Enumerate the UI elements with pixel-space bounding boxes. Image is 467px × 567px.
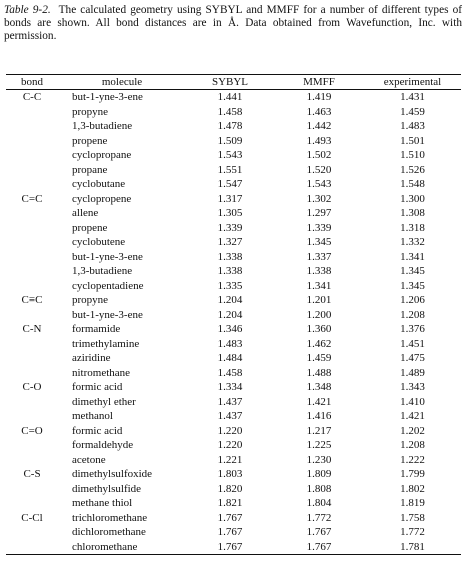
table-row	[6, 511, 461, 526]
table-row	[6, 163, 461, 178]
cell-experimental: 1.483	[400, 120, 425, 132]
cell-mmff: 1.230	[306, 453, 332, 466]
cell-bond	[6, 308, 58, 323]
cell-experimental: 1.510	[400, 149, 425, 161]
cell-molecule: but-1-yne-3-ene	[72, 308, 143, 321]
table-row	[6, 250, 461, 265]
cell-sybyl: 1.327	[217, 236, 243, 248]
bond-geometry-table	[6, 74, 461, 555]
cell-mmff: 1.462	[306, 337, 332, 350]
cell-molecule: allene	[72, 207, 99, 219]
cell-sybyl: 1.334	[217, 381, 243, 393]
cell-experimental: 1.308	[400, 207, 425, 219]
cell-sybyl: 1.220	[217, 439, 243, 451]
table-row	[6, 322, 461, 337]
cell-sybyl: 1.346	[217, 323, 243, 335]
cell-molecule: methane thiol	[72, 497, 133, 509]
cell-mmff: 1.338	[306, 265, 332, 277]
cell-sybyl: 1.221	[217, 453, 243, 466]
table-row	[6, 525, 461, 540]
cell-molecule: dimethylsulfoxide	[72, 468, 153, 480]
cell-experimental: 1.758	[400, 511, 425, 524]
cell-experimental: 1.318	[400, 221, 425, 234]
table-row	[6, 264, 461, 279]
cell-experimental: 1.421	[400, 410, 425, 422]
cell-mmff: 1.808	[306, 482, 332, 495]
cell-molecule: trichloromethane	[72, 511, 148, 524]
cell-experimental: 1.772	[400, 526, 425, 538]
cell-molecule: but-1-yne-3-ene	[72, 250, 143, 263]
table-row	[6, 482, 461, 497]
cell-mmff: 1.767	[306, 526, 332, 538]
cell-sybyl: 1.458	[217, 366, 243, 379]
cell-sybyl: 1.458	[217, 105, 243, 118]
cell-bond	[6, 438, 58, 453]
cell-bond	[6, 206, 58, 221]
cell-experimental: 1.410	[400, 395, 425, 408]
cell-mmff: 1.767	[274, 540, 364, 555]
cell-molecule: 1,3-butadiene	[72, 265, 133, 277]
cell-molecule: propyne	[72, 294, 109, 306]
cell-experimental: 1.202	[400, 424, 425, 437]
cell-bond	[6, 482, 58, 497]
cell-mmff: 1.493	[306, 134, 332, 147]
cell-sybyl: 1.547	[217, 178, 243, 190]
cell-experimental: 1.345	[400, 265, 425, 277]
cell-sybyl: 1.204	[217, 308, 243, 321]
cell-bond	[6, 540, 58, 555]
cell-experimental: 1.819	[400, 497, 425, 509]
cell-sybyl: 1.220	[217, 424, 243, 437]
cell-bond: C≡C	[21, 294, 43, 306]
cell-mmff: 1.225	[306, 439, 332, 451]
table-row	[6, 279, 461, 294]
table-row	[6, 453, 461, 468]
cell-bond	[6, 366, 58, 381]
cell-molecule: dichloromethane	[72, 526, 146, 538]
cell-mmff: 1.419	[306, 91, 332, 103]
cell-mmff: 1.488	[306, 366, 332, 379]
table-row	[6, 540, 461, 555]
cell-mmff: 1.341	[306, 279, 332, 292]
table-row	[6, 467, 461, 482]
header-sybyl: SYBYL	[186, 75, 274, 90]
cell-experimental: 1.799	[400, 468, 425, 480]
cell-molecule: formic acid	[72, 381, 123, 393]
cell-molecule: nitromethane	[72, 366, 131, 379]
cell-molecule: propane	[72, 163, 108, 176]
cell-sybyl: 1.484	[217, 352, 243, 364]
table-row	[6, 438, 461, 453]
cell-molecule: cyclopropene	[72, 192, 132, 205]
cell-bond	[6, 496, 58, 511]
cell-sybyl: 1.339	[217, 221, 243, 234]
table-row	[6, 308, 461, 323]
cell-experimental: 1.206	[400, 294, 425, 306]
cell-experimental: 1.376	[400, 323, 425, 335]
cell-sybyl: 1.437	[217, 395, 243, 408]
table-row	[6, 496, 461, 511]
cell-molecule: propene	[72, 221, 108, 234]
cell-experimental: 1.431	[400, 91, 425, 103]
cell-mmff: 1.339	[306, 221, 332, 234]
cell-sybyl: 1.820	[217, 482, 243, 495]
cell-experimental: 1.208	[400, 308, 425, 321]
cell-mmff: 1.337	[306, 250, 332, 263]
cell-sybyl: 1.437	[217, 410, 243, 422]
cell-bond	[6, 453, 58, 468]
table-row	[6, 380, 461, 395]
cell-experimental: 1.781	[364, 540, 461, 555]
cell-mmff: 1.217	[306, 424, 332, 437]
cell-bond: C-O	[22, 381, 42, 393]
cell-sybyl: 1.551	[217, 163, 243, 176]
table-row	[6, 366, 461, 381]
cell-molecule: propyne	[72, 105, 109, 118]
cell-molecule: propene	[72, 134, 108, 147]
cell-sybyl: 1.821	[217, 497, 243, 509]
cell-mmff: 1.459	[306, 352, 332, 364]
table-caption-text: The calculated geometry using SYBYL and MMFF for a number of different types of bonds are shown. All bond distances are in Å. Data obtained from Wavefunction, Inc. with permission.	[4, 4, 462, 42]
cell-bond	[6, 235, 58, 250]
cell-bond	[6, 163, 58, 178]
table-caption-label: Table 9-2.	[4, 4, 51, 16]
cell-experimental: 1.222	[400, 453, 425, 466]
cell-bond	[6, 525, 58, 540]
cell-mmff: 1.772	[306, 511, 332, 524]
table-row	[6, 424, 461, 439]
cell-experimental: 1.208	[400, 439, 425, 451]
cell-bond	[6, 264, 58, 279]
table-row	[6, 221, 461, 236]
cell-bond	[6, 250, 58, 265]
cell-sybyl: 1.478	[217, 120, 243, 132]
cell-experimental: 1.475	[400, 352, 425, 364]
cell-molecule: cyclobutane	[72, 178, 126, 190]
cell-sybyl: 1.204	[217, 294, 243, 306]
cell-sybyl: 1.305	[217, 207, 243, 219]
cell-bond	[6, 148, 58, 163]
cell-mmff: 1.200	[306, 308, 332, 321]
cell-sybyl: 1.767	[217, 526, 243, 538]
cell-sybyl: 1.767	[217, 511, 243, 524]
cell-bond: C=O	[21, 424, 43, 437]
cell-experimental: 1.343	[400, 381, 425, 393]
table-caption	[4, 4, 462, 43]
cell-sybyl: 1.543	[217, 149, 243, 161]
cell-experimental: 1.459	[400, 105, 425, 118]
cell-bond	[6, 221, 58, 236]
table-row	[6, 134, 461, 149]
cell-experimental: 1.332	[400, 236, 425, 248]
cell-molecule: methanol	[72, 410, 113, 422]
cell-experimental: 1.526	[400, 163, 425, 176]
cell-sybyl: 1.441	[217, 91, 243, 103]
table-header	[6, 75, 461, 90]
cell-sybyl: 1.509	[217, 134, 243, 147]
table-row	[6, 293, 461, 308]
cell-molecule: cyclopropane	[72, 149, 132, 161]
cell-molecule: dimethylsulfide	[72, 482, 142, 495]
cell-sybyl: 1.317	[217, 192, 243, 205]
cell-mmff: 1.442	[306, 120, 332, 132]
bond-geometry-table-container	[6, 74, 461, 555]
cell-bond	[6, 409, 58, 424]
cell-sybyl: 1.335	[217, 279, 243, 292]
cell-experimental: 1.341	[400, 250, 425, 263]
table-row	[6, 351, 461, 366]
cell-sybyl: 1.483	[217, 337, 243, 350]
cell-experimental: 1.548	[400, 178, 425, 190]
cell-molecule: cyclobutene	[72, 236, 126, 248]
cell-sybyl: 1.767	[186, 540, 274, 555]
cell-molecule: dimethyl ether	[72, 395, 136, 408]
cell-bond	[6, 119, 58, 134]
table-row	[6, 395, 461, 410]
table-body	[6, 90, 461, 555]
header-mmff: MMFF	[274, 75, 364, 90]
table-row	[6, 409, 461, 424]
table-row	[6, 105, 461, 120]
table-row	[6, 90, 461, 105]
cell-bond	[6, 395, 58, 410]
table-row	[6, 235, 461, 250]
cell-mmff: 1.345	[306, 236, 332, 248]
cell-experimental: 1.802	[400, 482, 425, 495]
cell-bond	[6, 105, 58, 120]
cell-molecule: 1,3-butadiene	[72, 120, 133, 132]
cell-mmff: 1.201	[306, 294, 332, 306]
table-row	[6, 206, 461, 221]
cell-mmff: 1.360	[306, 323, 332, 335]
cell-bond	[6, 134, 58, 149]
cell-bond	[6, 337, 58, 352]
cell-mmff: 1.463	[306, 105, 332, 118]
header-molecule: molecule	[58, 75, 186, 90]
cell-molecule: formic acid	[72, 424, 123, 437]
cell-mmff: 1.421	[306, 395, 332, 408]
cell-experimental: 1.451	[400, 337, 425, 350]
header-row	[6, 75, 461, 90]
cell-bond: C-C	[22, 91, 42, 103]
cell-bond: C=C	[21, 192, 43, 205]
cell-molecule: formaldehyde	[72, 439, 134, 451]
cell-mmff: 1.302	[306, 192, 332, 205]
cell-experimental: 1.501	[400, 134, 425, 147]
cell-sybyl: 1.338	[217, 265, 243, 277]
cell-mmff: 1.804	[306, 497, 332, 509]
cell-bond: C-S	[23, 468, 41, 480]
cell-molecule: but-1-yne-3-ene	[72, 91, 143, 103]
cell-mmff: 1.809	[306, 468, 332, 480]
cell-experimental: 1.300	[400, 192, 425, 205]
cell-molecule: aziridine	[72, 352, 111, 364]
cell-molecule: chloromethane	[58, 540, 186, 555]
table-row	[6, 119, 461, 134]
cell-mmff: 1.543	[306, 178, 332, 190]
cell-mmff: 1.416	[306, 410, 332, 422]
table-row	[6, 192, 461, 207]
cell-bond: C-Cl	[21, 511, 43, 524]
cell-bond	[6, 279, 58, 294]
cell-bond	[6, 351, 58, 366]
cell-sybyl: 1.338	[217, 250, 243, 263]
header-bond: bond	[6, 75, 58, 90]
table-row	[6, 177, 461, 192]
cell-mmff: 1.297	[306, 207, 332, 219]
cell-molecule: acetone	[72, 453, 106, 466]
table-row	[6, 337, 461, 352]
cell-experimental: 1.345	[400, 279, 425, 292]
cell-mmff: 1.348	[306, 381, 332, 393]
cell-molecule: cyclopentadiene	[72, 279, 144, 292]
cell-molecule: formamide	[72, 323, 121, 335]
table-row	[6, 148, 461, 163]
cell-experimental: 1.489	[400, 366, 425, 379]
cell-mmff: 1.520	[306, 163, 332, 176]
cell-molecule: trimethylamine	[72, 337, 140, 350]
header-experimental: experimental	[364, 75, 461, 90]
cell-sybyl: 1.803	[217, 468, 243, 480]
cell-mmff: 1.502	[306, 149, 332, 161]
cell-bond	[6, 177, 58, 192]
cell-bond: C-N	[22, 323, 42, 335]
